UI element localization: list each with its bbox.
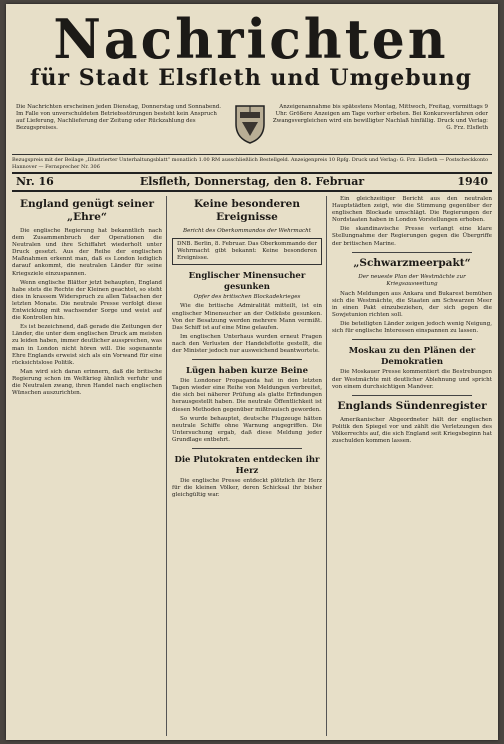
section-divider <box>352 395 472 396</box>
article-paragraph: Man wird sich daran erinnern, daß die britische Regierung schon im Weltkrieg ähnlich verfuhr und die Neutralen zwang, ihren Handel nach englischen Wünschen auszurichten. <box>12 368 162 397</box>
article-headline: England genügt seiner „Ehre“ <box>20 198 154 223</box>
publication-info: Die Nachrichten erscheinen jeden Dienstag, Donnerstag und Sonnabend. Im Falle von unverschuldeten Betriebsstörungen besteht kein Anspruch auf Lieferung, Nachlieferung der Zeitung oder Rückzahlung des Bezugspreises. <box>16 104 222 131</box>
section-divider <box>192 448 302 449</box>
article-headline: Die Plutokraten entdecken ihr Herz <box>174 454 320 476</box>
section-divider <box>352 252 472 253</box>
article-headline: Englischer Minensucher gesunken <box>188 271 306 293</box>
newspaper-page <box>6 4 498 740</box>
article-paragraph: Die englische Presse entdeckt plötzlich ihr Herz für die kleinen Völker, deren Schicksal ihr bisher gleichgültig war. <box>172 477 322 499</box>
column-divider <box>326 196 327 736</box>
column-1 <box>12 196 162 736</box>
year: 1940 <box>457 175 488 188</box>
article-paragraph: Im englischen Unterhaus wurden erneut Fragen nach den Verlusten der Handelsflotte gestellt, die der Minister jedoch nur ausweichend beantwortete. <box>172 333 322 355</box>
article-headline: Moskau zu den Plänen der Demokratien <box>348 346 476 368</box>
article-subheadline: Der neueste Plan der Westmächte zur Kriegsausweitung <box>358 273 466 287</box>
newspaper-subtitle: für Stadt Elsfleth und Umgebung <box>30 65 472 91</box>
issue-number: Nr. 16 <box>16 175 54 188</box>
article-paragraph: Wie die britische Admiralität mitteilt, ist ein englischer Minensucher an der Ostküste gesunken. Von der Besatzung werden mehrere Mann vermißt. Das Schiff ist auf eine Mine gelaufen. <box>172 303 322 331</box>
article-subheadline: Opfer des britischen Blockadekrieges <box>193 294 301 301</box>
info-row <box>16 104 488 150</box>
article-paragraph: Die skandinavische Presse verlangt eine klare Stellungnahme der Regierungen gegen die Übergriffe der britischen Marine. <box>332 226 492 247</box>
article-headline: Englands Sündenregister <box>337 399 487 412</box>
article-paragraph: Amerikanischer Abgeordneter hält der englischen Politik den Spiegel vor und zählt die Verletzungen des Völkerrechts auf, die sich England seit Kriegsbeginn hat zuschulden kommen lassen. <box>332 416 492 444</box>
article-paragraph: Wenn englische Blätter jetzt behaupten, England habe stets die Rechte der Kleinen geachtet, so steht dies in krassem Widerspruch zu allen Tatsachen der letzten Monate. Die neutrale Presse verfolgt diese Entwicklung mit wachsender Sorge und weist auf die Kontrollen hin. <box>12 279 162 322</box>
column-3 <box>332 196 492 736</box>
coat-of-arms-icon <box>234 104 266 144</box>
place-date: Elsfleth, Donnerstag, den 8. Februar <box>139 175 365 188</box>
article-subheadline: Bericht des Oberkommandos der Wehrmacht <box>182 228 312 234</box>
official-report: DNB. Berlin, 8. Februar. Das Oberkommando der Wehrmacht gibt bekannt: Keine besonderen Ereignisse. <box>172 238 322 265</box>
section-divider <box>352 339 472 340</box>
article-paragraph: Es ist bezeichnend, daß gerade die Zeitungen der Länder, die unter dem englischen Druck am meisten zu leiden haben, immer deutlicher aussprechen, was man in London nicht hören will. Die sogenannte Ehre Englands erweist sich als ein Vorwand für eine rücksichtslose Politik. <box>12 324 162 366</box>
section-divider <box>192 359 302 360</box>
column-2 <box>172 196 322 736</box>
article-paragraph: Nach Meldungen aus Ankara und Bukarest bemühen sich die Westmächte, die Staaten am Schwarzen Meer in einen Pakt einzubeziehen, der sich gegen die Sowjetunion richten soll. <box>332 290 492 319</box>
article-headline: „Schwarzmeerpakt“ <box>353 256 471 269</box>
article-paragraph: So wurde behauptet, deutsche Flugzeuge hätten neutrale Schiffe ohne Warnung angegriffen. Die Untersuchung ergab, daß diese Meldung jeder Grundlage entbehrt. <box>172 415 322 443</box>
article-paragraph: Ein gleichzeitiger Bericht aus den neutralen Hauptstädten zeigt, wie die Stimmung gegenüber der englischen Blockade umschlägt. Die Regierungen der Nordstaaten haben in London Vorstellungen erhoben. <box>332 196 492 224</box>
article-paragraph: Die Moskauer Presse kommentiert die Bestrebungen der Westmächte mit deutlicher Ablehnung und spricht von einem durchsichtigen Manöver. <box>332 369 492 390</box>
newspaper-title: Nachrichten <box>53 7 449 72</box>
article-headline: Lügen haben kurze Beine <box>186 366 308 377</box>
article-headline: Keine besonderen Ereignisse <box>194 198 300 223</box>
column-divider <box>166 196 167 736</box>
subscription-bar: Bezugspreis mit der Beilage „Illustrierter Unterhaltungsblatt“ monatlich 1.00 RM ausschließlich Bestellgeld. Anzeigenpreis 10 Rpfg. Druck und Verlag: G. Frz. Elsfleth — Postscheckkonto Hannover — Fernsprecher Nr. 306 <box>12 154 492 170</box>
masthead <box>16 7 486 91</box>
advertising-info: Anzeigenannahme bis spätestens Montag, Mittwoch, Freitag, vormittags 9 Uhr. Größere Anzeigen am Tage vorher erbeten. Bei Konkursverfahren oder Zwangsvergleichen wird ein bewilligter Nachlaß hinfällig. Druck und Verlag: G. Frz. Elsfleth <box>272 104 488 131</box>
article-paragraph: Die englische Regierung hat bekanntlich nach dem Zusammenbruch der Operationen die Neutralen und ihre Schiffahrt wiederholt unter Druck gesetzt. Aus der Reihe der englischen Maßnahmen erkennt man, daß es London lediglich darauf ankommt, die neutralen Länder für seine Kriegsziele einzuspannen. <box>12 228 162 277</box>
article-paragraph: Die beteiligten Länder zeigen jedoch wenig Neigung, sich für englische Interessen einspannen zu lassen. <box>332 321 492 335</box>
article-paragraph: Die Londoner Propaganda hat in den letzten Tagen wieder eine Reihe von Meldungen verbreitet, die sich bei näherer Prüfung als glatte Erfindungen herausgestellt haben. Die neutrale Öffentlichkeit ist diesen Methoden gegenüber mißtrauisch geworden. <box>172 378 322 413</box>
dateline <box>12 172 492 192</box>
